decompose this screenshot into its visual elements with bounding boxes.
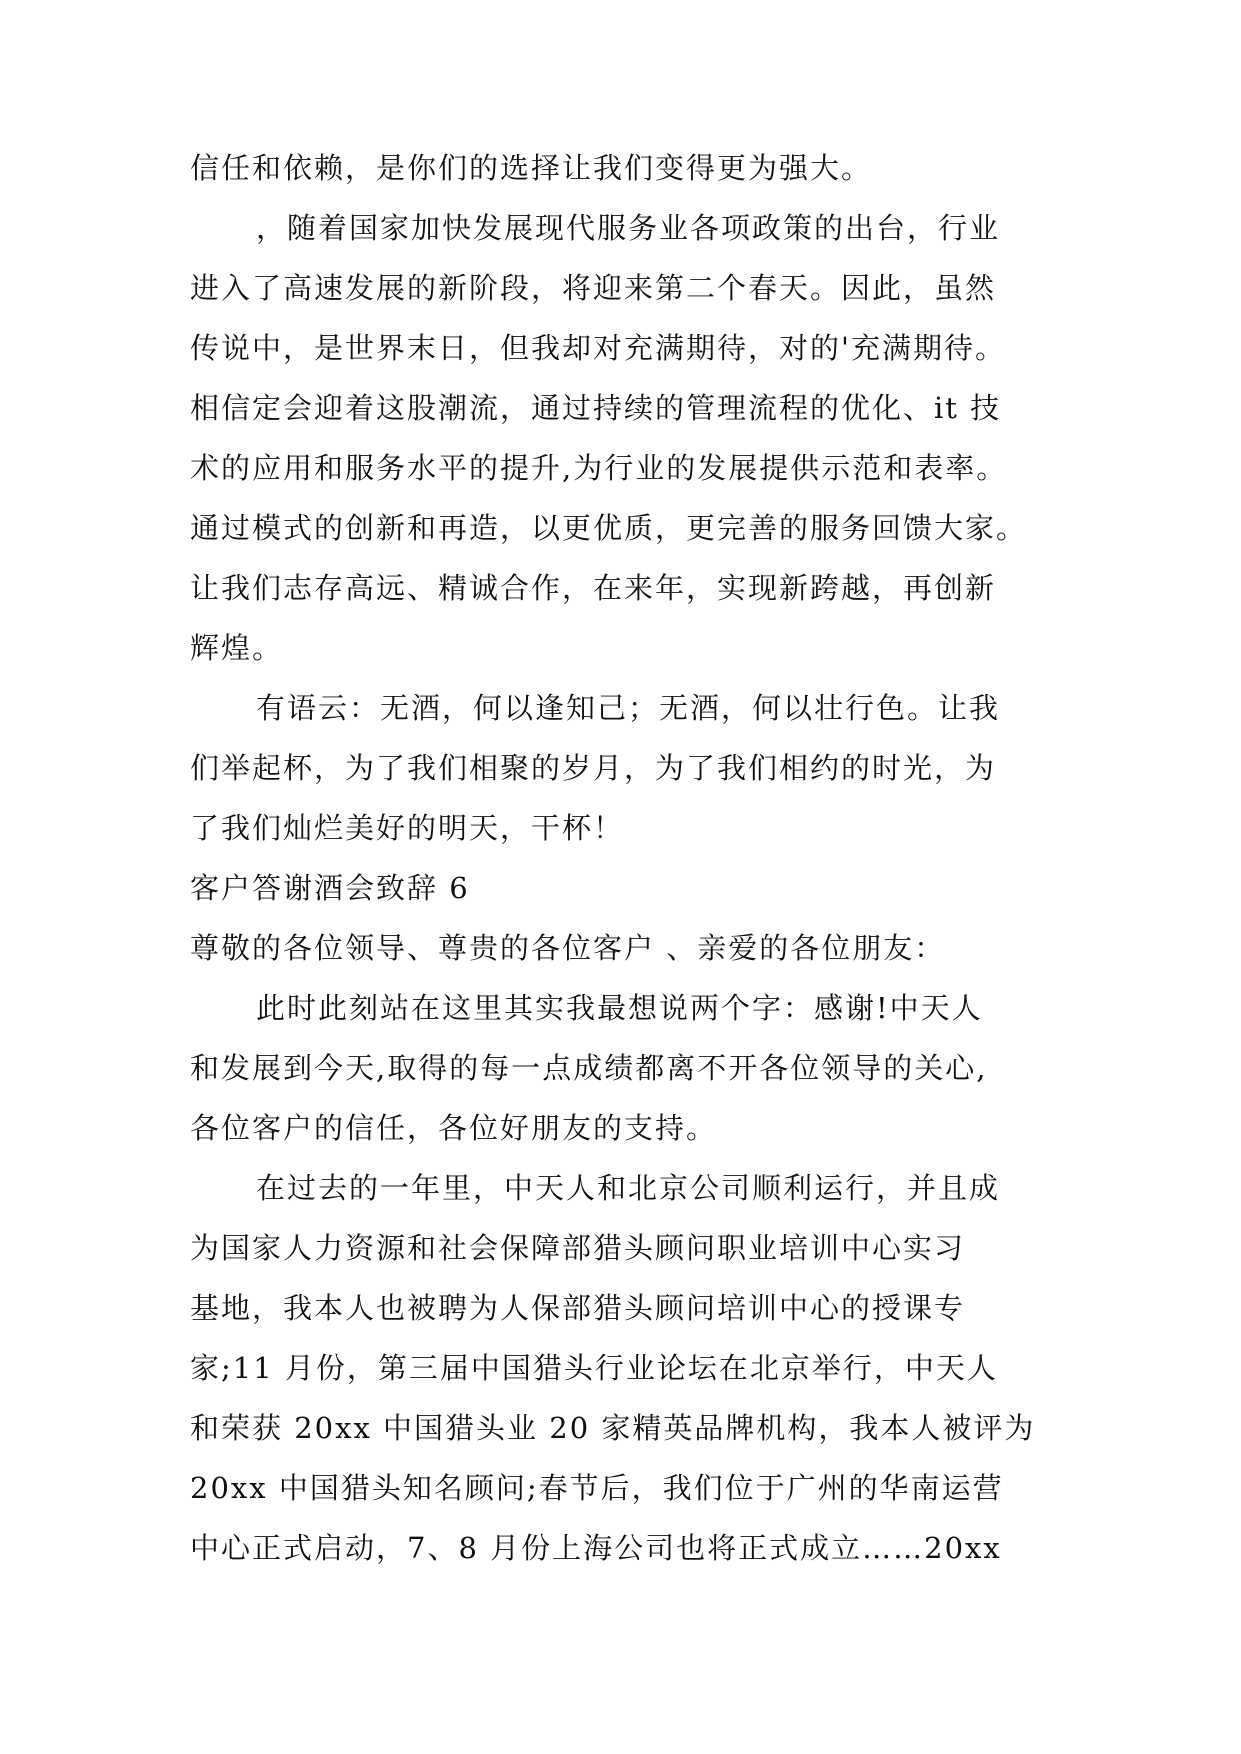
paragraph-first-line: 有语云：无酒，何以逢知己；无酒，何以壮行色。让我 [256, 691, 1001, 725]
paragraph-first-line: ，随着国家加快发展现代服务业各项政策的出台，行业 [256, 211, 1001, 245]
text-line: 为国家人力资源和社会保障部猎头顾问职业培训中心实习 [190, 1231, 966, 1265]
text-line: 们举起杯，为了我们相聚的岁月，为了我们相约的时光，为 [190, 751, 997, 785]
text-line: 辉煌。 [190, 631, 284, 665]
text-line: 了我们灿烂美好的明天，干杯！ [190, 811, 625, 845]
salutation-line: 尊敬的各位领导、尊贵的各位客户 、亲爱的各位朋友： [190, 931, 946, 965]
text-line: 和发展到今天,取得的每一点成绩都离不开各位领导的关心, [190, 1051, 988, 1085]
text-line: 基地，我本人也被聘为人保部猎头顾问培训中心的授课专 [190, 1291, 966, 1325]
text-line: 通过模式的创新和再造，以更优质，更完善的服务回馈大家。 [190, 511, 1028, 545]
text-line: 信任和依赖，是你们的选择让我们变得更为强大。 [190, 151, 873, 185]
text-line: 传说中，是世界末日，但我却对充满期待，对的'充满期待。 [190, 331, 1006, 365]
text-line: 相信定会迎着这股潮流，通过持续的管理流程的优化、it 技 [190, 391, 1002, 425]
text-line: 进入了高速发展的新阶段，将迎来第二个春天。因此，虽然 [190, 271, 997, 305]
text-line: 术的应用和服务水平的提升,为行业的发展提供示范和表率。 [190, 451, 1008, 485]
text-line: 和荣获 20xx 中国猎头业 20 家精英品牌机构，我本人被评为 [190, 1411, 1036, 1445]
text-line: 各位客户的信任，各位好朋友的支持。 [190, 1111, 718, 1145]
paragraph-first-line: 在过去的一年里，中天人和北京公司顺利运行，并且成 [256, 1171, 1001, 1205]
section-heading: 客户答谢酒会致辞 6 [190, 871, 470, 905]
paragraph-first-line: 此时此刻站在这里其实我最想说两个字：感谢!中天人 [256, 991, 983, 1025]
text-line: 20xx 中国猎头知名顾问;春节后，我们位于广州的华南运营 [190, 1471, 1004, 1505]
text-line: 让我们志存高远、精诚合作，在来年，实现新跨越，再创新 [190, 571, 997, 605]
text-line: 中心正式启动，7、8 月份上海公司也将正式成立……20xx [190, 1531, 1002, 1565]
text-line: 家;11 月份，第三届中国猎头行业论坛在北京举行，中天人 [190, 1351, 998, 1385]
